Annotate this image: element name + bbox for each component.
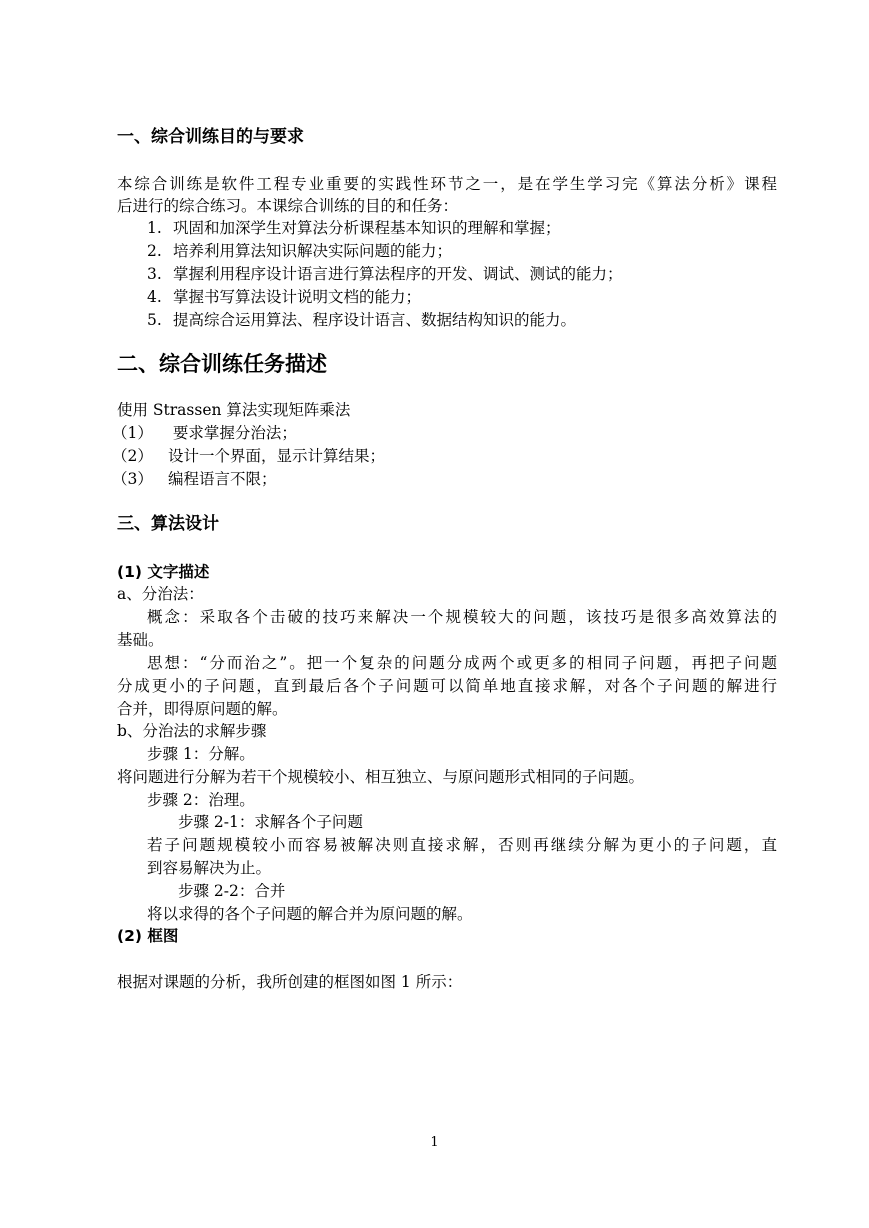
b-label: b、分治法的求解步骤: [117, 722, 267, 740]
idea-line2: 分成更小的子问题，直到最后各个子问题可以简单地直接求解，对各个子问题的解进行: [117, 677, 777, 695]
list-item: （1） 要求掌握分治法；: [112, 424, 297, 442]
step2-1-desc-line2: 到容易解决为止。: [147, 859, 272, 877]
section1-intro-line1: 本综合训练是软件工程专业重要的实践性环节之一，是在学生学习完《算法分析》课程: [117, 175, 777, 193]
list-item: 2. 培养利用算法知识解决实际问题的能力；: [147, 242, 453, 260]
concept-line2: 基础。: [117, 631, 164, 649]
list-item: （2） 设计一个界面，显示计算结果；: [112, 447, 386, 465]
list-item: （3） 编程语言不限；: [112, 470, 277, 488]
section2-heading: 二、综合训练任务描述: [117, 352, 327, 376]
section1-intro-line2: 后进行的综合练习。本课综合训练的目的和任务：: [117, 197, 459, 215]
subsection-diagram: (2) 框图: [117, 927, 179, 945]
list-item: 3. 掌握利用程序设计语言进行算法程序的开发、调试、测试的能力；: [147, 265, 623, 283]
idea-line3: 合并，即得原问题的解。: [117, 700, 288, 718]
step2-1-desc-line1: 若子问题规模较小而容易被解决则直接求解，否则再继续分解为更小的子问题，直: [147, 836, 777, 854]
page-number: 1: [430, 1135, 439, 1150]
step2-2-desc: 将以求得的各个子问题的解合并为原问题的解。: [147, 905, 473, 923]
idea-line1: 思想：“分而治之”。把一个复杂的问题分成两个或更多的相同子问题，再把子问题: [147, 654, 777, 672]
concept-line1: 概念：采取各个击破的技巧来解决一个规模较大的问题，该技巧是很多高效算法的: [147, 608, 777, 626]
list-item: 4. 掌握书写算法设计说明文档的能力；: [147, 288, 422, 306]
step2-1: 步骤 2-1：求解各个子问题: [178, 813, 363, 831]
list-item: 5. 提高综合运用算法、程序设计语言、数据结构知识的能力。: [147, 311, 577, 329]
step2-2: 步骤 2-2：合并: [178, 882, 286, 900]
section2-lead: 使用 Strassen 算法实现矩阵乘法: [117, 401, 351, 419]
diagram-intro: 根据对课题的分析，我所创建的框图如图 1 所示：: [117, 973, 463, 991]
step1-desc: 将问题进行分解为若干个规模较小、相互独立、与原问题形式相同的子问题。: [117, 768, 645, 786]
section1-heading: 一、综合训练目的与要求: [117, 127, 304, 147]
step2: 步骤 2：治理。: [147, 791, 255, 809]
a-label: a、分治法：: [117, 585, 204, 603]
subsection-text-description: (1) 文字描述: [117, 563, 210, 581]
step1: 步骤 1：分解。: [147, 745, 255, 763]
list-item: 1. 巩固和加深学生对算法分析课程基本知识的理解和掌握；: [147, 219, 561, 237]
section3-heading: 三、算法设计: [117, 514, 219, 534]
